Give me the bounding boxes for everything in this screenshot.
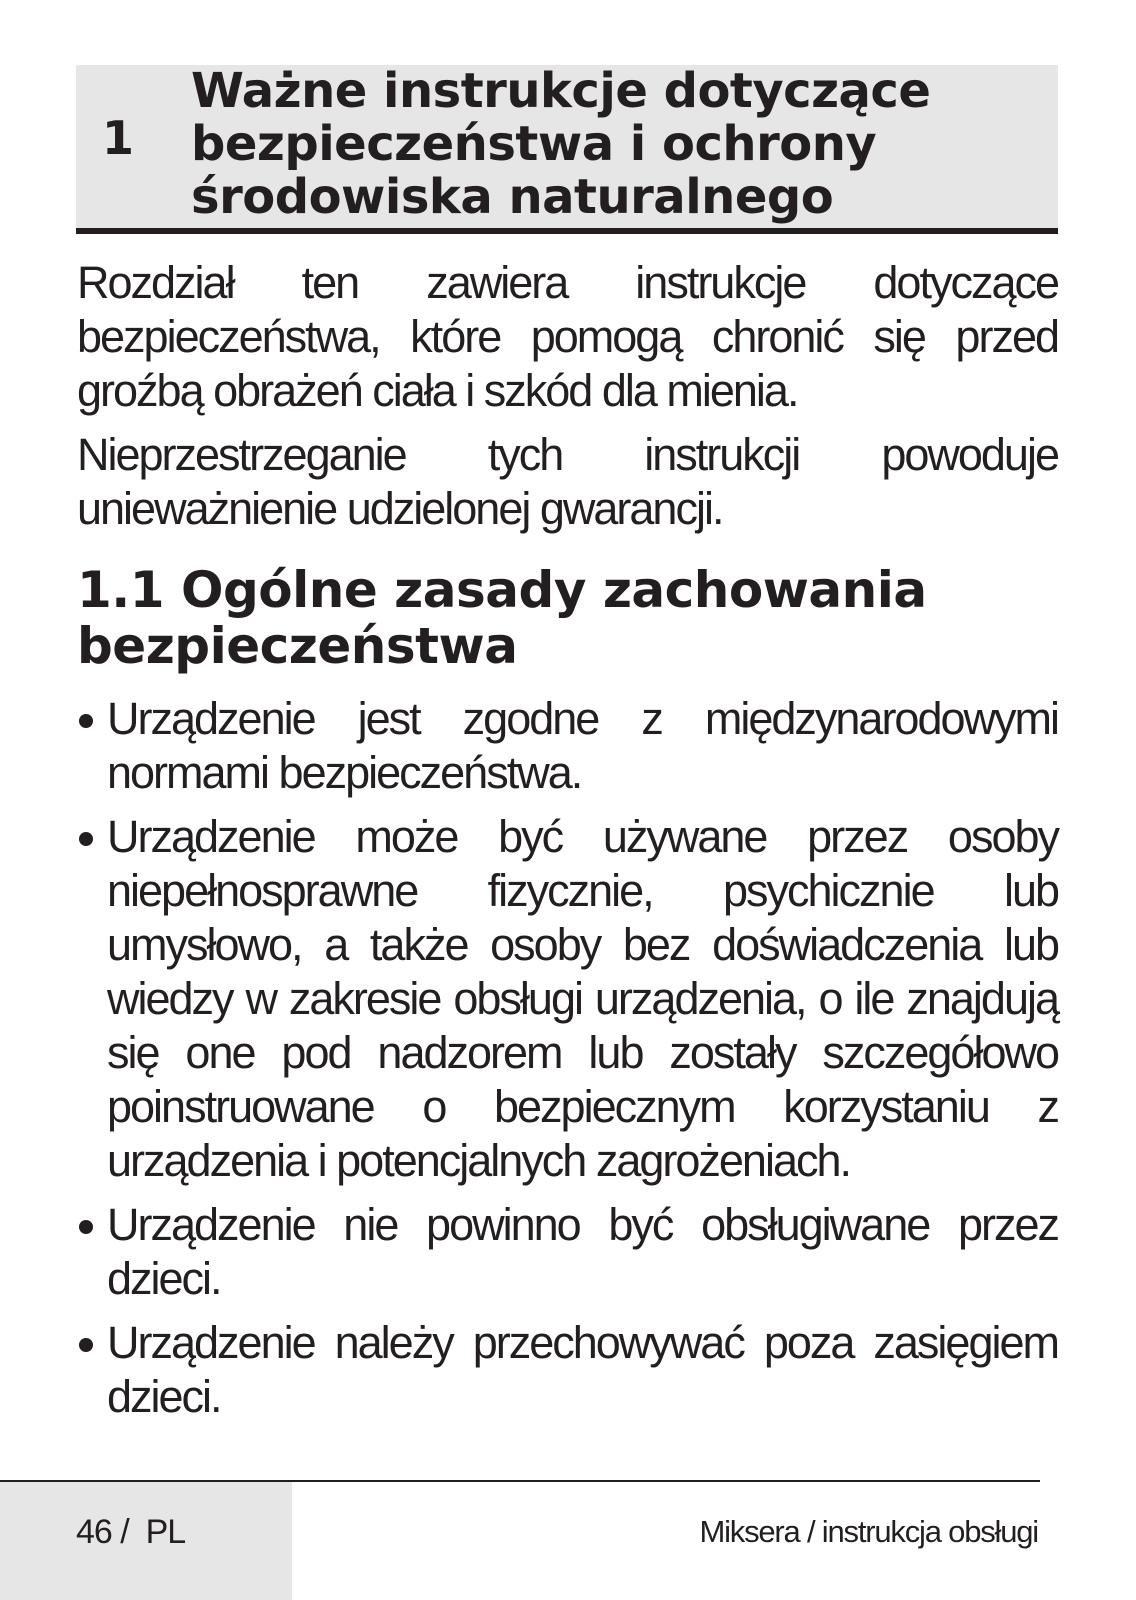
document-title: Miksera / instrukcja obsługi [699,1514,1038,1549]
section-title: 1.1 Ogólne zasady zachowania bezpieczeństwa [77,561,927,675]
bullet-text: Urządzenie jest zgodne z międzynarodowymi normami bezpieczeństwa. [107,693,1058,798]
bullet-text: Urządzenie może być używane przez osoby niepełnosprawne fizycznie, psychicznie lub umysłowo, a także osoby bez doświadczenia lub wiedzy w zakresie obsługi urządzenia, o ile znajdują się one pod nadzorem lub zostały szczegółowo poinstruowane o bezpiecznym korzystaniu z urządzenia i potencjalnych zagrożeniach. [107,811,1058,1186]
bullet-item [77,692,1058,800]
chapter-header [76,65,1058,234]
bullet-text: Urządzenie nie powinno być obsługiwane przez dzieci. [107,1199,1058,1304]
bullet-item [77,1316,1058,1424]
intro-paragraph: Nieprzestrzeganie tych instrukcji powoduje unieważnienie udzielonej gwarancji. [77,429,1058,534]
intro-paragraph: Rozdział ten zawiera instrukcje dotyczące bezpieczeństwa, które pomogą chronić się przed groźbą obrażeń ciała i szkód dla mienia. [77,257,1058,416]
page-content [77,256,1058,1434]
bullet-dot-icon [79,832,93,846]
bullet-dot-icon [79,1220,93,1234]
bullet-item [77,810,1058,1188]
chapter-title [191,65,1051,224]
bullet-dot-icon [79,1338,93,1352]
safety-bullet-list [77,692,1058,1424]
chapter-title-line: Ważne instrukcje dotyczące [191,63,931,119]
chapter-title-line: środowiska naturalnego [191,169,834,225]
chapter-number: 1 [102,111,135,165]
bullet-item [77,1198,1058,1306]
chapter-title-line: bezpieczeństwa i ochrony [191,116,877,172]
bullet-dot-icon [79,714,93,728]
page-number: 46 / PL [76,1513,186,1551]
bullet-text: Urządzenie należy przechowywać poza zasięgiem dzieci. [107,1317,1058,1422]
